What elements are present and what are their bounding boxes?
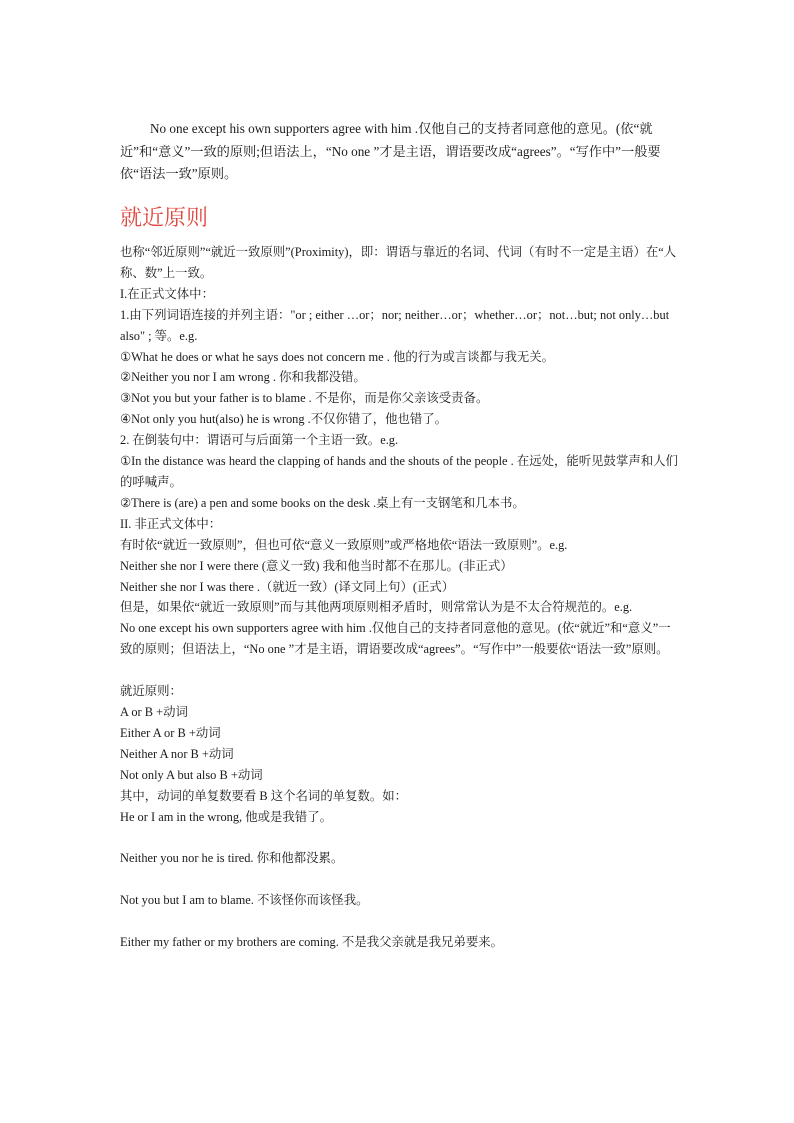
text-line: 就近原则：: [120, 684, 182, 699]
text-line: 1.由下列词语连接的并列主语："or ; either …or；nor; neither…or；whether…or；not…but; not only…but also" ; 等。e.g.: [120, 307, 670, 343]
text-line: No one except his own supporters agree with him .仅他自己的支持者同意他的意见。(依“就近”和“意义”一致的原则；但语法上，“No one ”才是主语，谓语要改成“agrees”。“写作中”一般要依“语法一致”原则。: [120, 621, 671, 657]
text-line: 也称“邻近原则”“就近一致原则”(Proximity)，即：谓语与靠近的名词、代词（有时不一定是主语）在“人称、数”上一致。: [120, 245, 677, 280]
text-line: ③Not you but your father is to blame . 不是你，而是你父亲该受责备。: [120, 391, 489, 406]
text-line: Not you but I am to blame. 不该怪你而该怪我。: [120, 893, 369, 908]
text-line: Either my father or my brothers are coming. 不是我父亲就是我兄弟要来。: [120, 935, 504, 950]
text-line: ④Not only you hut(also) he is wrong .不仅你错了，他也错了。: [120, 412, 448, 427]
text-line: ②Neither you nor I am wrong . 你和我都没错。: [120, 370, 366, 385]
text-line: ①What he does or what he says does not concern me . 他的行为或言谈都与我无关。: [120, 349, 555, 364]
text-line: 但是，如果依“就近一致原则”而与其他两项原则相矛盾时，则常常认为是不太合符规范的。e.g.: [120, 600, 633, 615]
text-line: 有时依“就近一致原则”，但也可依“意义一致原则”或严格地依“语法一致原则”。e.g.: [120, 537, 568, 552]
text-line: Neither she nor I were there (意义一致) 我和他当时都不在那儿。(非正式）: [120, 558, 513, 573]
text-line: Either A or B +动词: [120, 725, 221, 740]
blank-line: [120, 827, 680, 848]
intro-paragraph: No one except his own supporters agree with him .仅他自己的支持者同意他的意见。(依“就近”和“意义”一致的原则;但语法上，“No one ”才是主语，谓语要改成“agrees”。“写作中”一般要依“语法一致”原则。: [120, 121, 661, 181]
text-line: Neither A nor B +动词: [120, 746, 234, 761]
blank-line: [120, 869, 680, 890]
text-line: ②There is (are) a pen and some books on the desk .桌上有一支钢笔和几本书。: [120, 495, 525, 510]
document-body: [120, 242, 680, 953]
text-line: Not only A but also B +动词: [120, 767, 263, 782]
text-line: I.在正式文体中：: [120, 286, 214, 301]
text-line: He or I am in the wrong, 他或是我错了。: [120, 809, 332, 824]
text-line: II. 非正式文体中：: [120, 516, 222, 531]
text-line: 其中，动词的单复数要看 B 这个名词的单复数。如：: [120, 788, 408, 803]
blank-line: [120, 911, 680, 932]
blank-line: [120, 660, 680, 681]
section-heading: 就近原则: [120, 206, 209, 231]
text-line: ①In the distance was heard the clapping of hands and the shouts of the people . 在远处，能听见鼓掌声和人们的呼喊声。: [120, 454, 678, 489]
text-line: Neither you nor he is tired. 你和他都没累。: [120, 851, 344, 866]
text-line: A or B +动词: [120, 705, 188, 720]
text-line: 2. 在倒装句中：谓语可与后面第一个主语一致。e.g.: [120, 433, 399, 448]
text-line: Neither she nor I was there .（就近一致）(译文同上句）(正式）: [120, 579, 455, 594]
